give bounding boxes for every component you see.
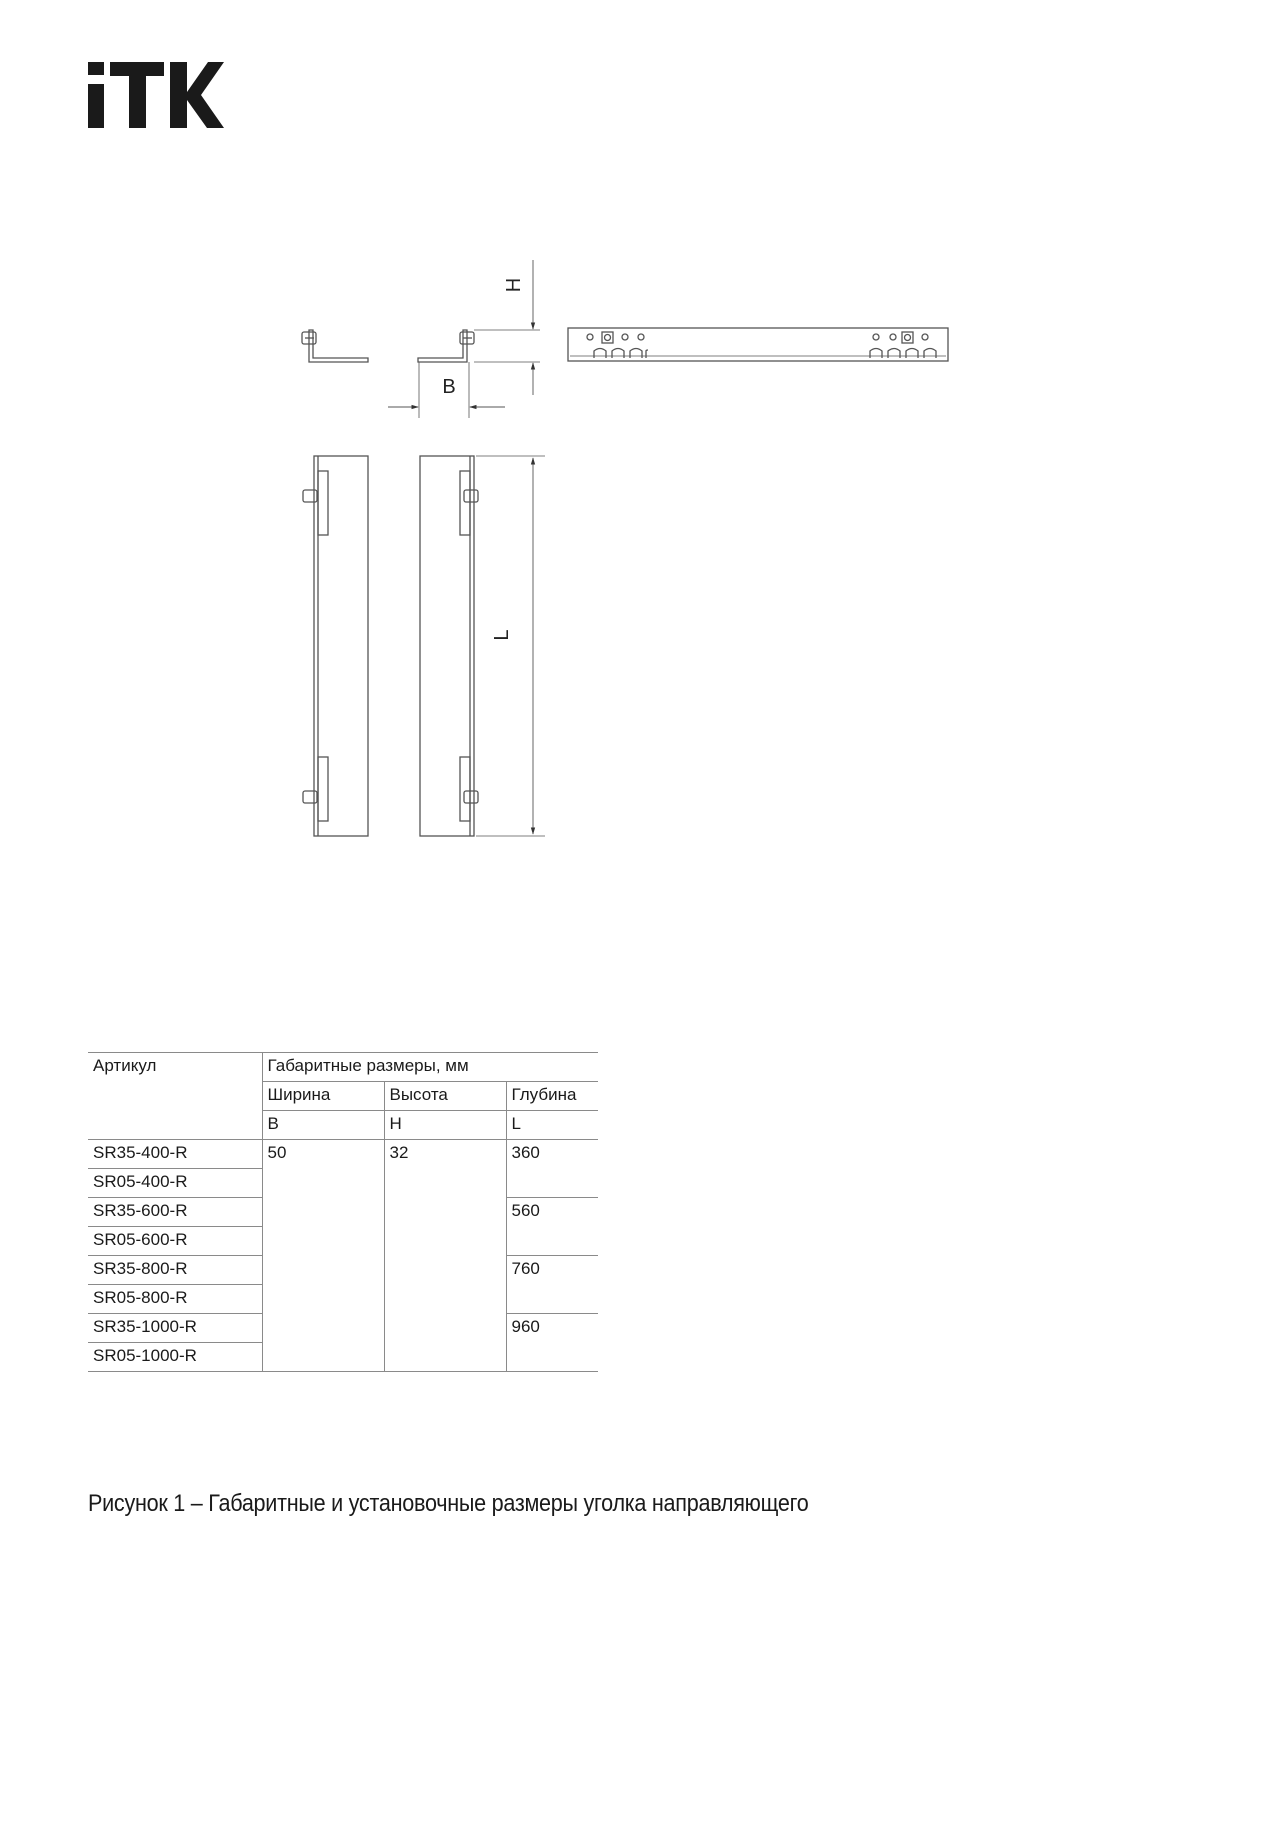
symbol-width: B bbox=[262, 1111, 384, 1140]
dim-label-h: H bbox=[503, 277, 525, 293]
top-view-strip bbox=[568, 328, 948, 361]
article-cell: SR35-400-R bbox=[88, 1140, 262, 1169]
front-view-left bbox=[303, 456, 368, 836]
header-dimensions: Габаритные размеры, мм bbox=[262, 1053, 598, 1082]
depth-value: 560 bbox=[506, 1198, 598, 1256]
dim-label-l: L bbox=[491, 629, 513, 641]
header-height: Высота bbox=[384, 1082, 506, 1111]
article-cell: SR35-800-R bbox=[88, 1256, 262, 1285]
dim-label-b: B bbox=[442, 376, 456, 398]
article-cell: SR05-1000-R bbox=[88, 1343, 262, 1372]
technical-drawing bbox=[0, 0, 1280, 900]
figure-caption: Рисунок 1 – Габаритные и установочные размеры уголка направляющего bbox=[88, 1490, 809, 1517]
article-cell: SR05-400-R bbox=[88, 1169, 262, 1198]
profile-view-left bbox=[302, 330, 368, 362]
header-width: Ширина bbox=[262, 1082, 384, 1111]
header-depth: Глубина bbox=[506, 1082, 598, 1111]
article-cell: SR05-600-R bbox=[88, 1227, 262, 1256]
symbol-height: H bbox=[384, 1111, 506, 1140]
height-value: 32 bbox=[384, 1140, 506, 1372]
article-cell: SR35-600-R bbox=[88, 1198, 262, 1227]
width-value: 50 bbox=[262, 1140, 384, 1372]
symbol-depth: L bbox=[506, 1111, 598, 1140]
depth-value: 760 bbox=[506, 1256, 598, 1314]
header-article: Артикул bbox=[88, 1053, 262, 1140]
depth-value: 360 bbox=[506, 1140, 598, 1198]
article-cell: SR35-1000-R bbox=[88, 1314, 262, 1343]
depth-value: 960 bbox=[506, 1314, 598, 1372]
article-cell: SR05-800-R bbox=[88, 1285, 262, 1314]
spec-table bbox=[88, 1052, 598, 1372]
front-view-right bbox=[420, 456, 545, 836]
